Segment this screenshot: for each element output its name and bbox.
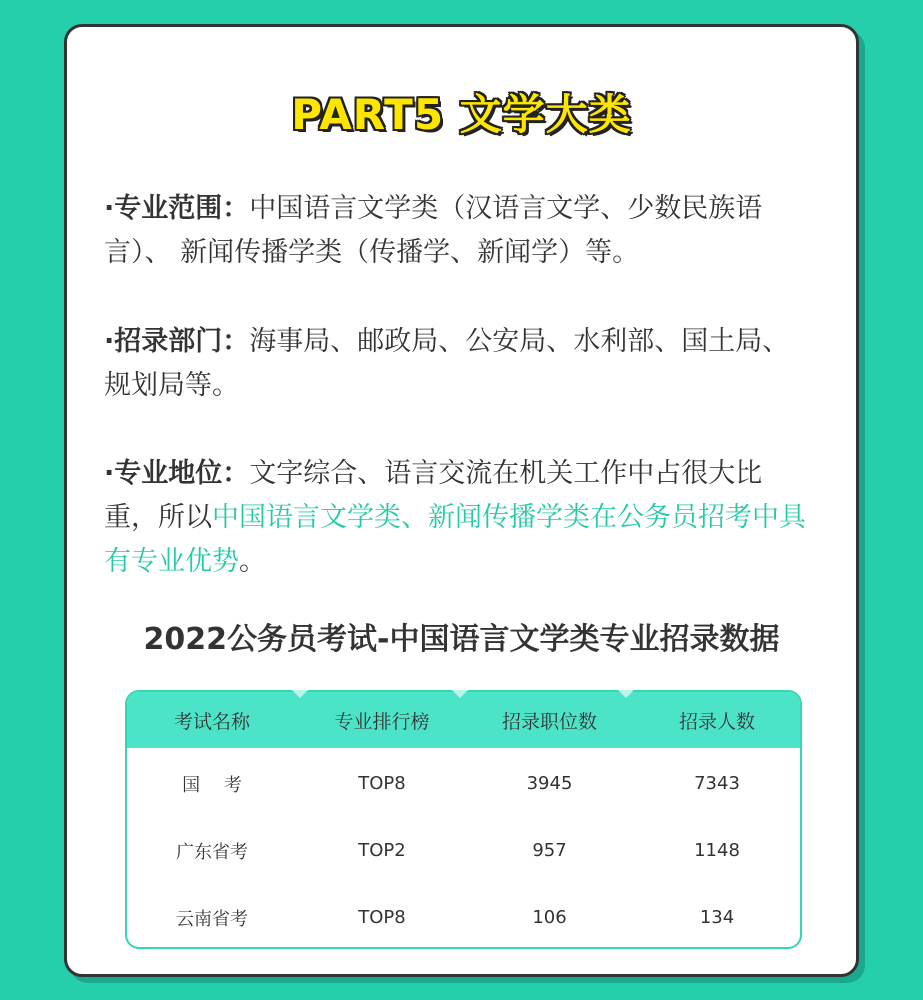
- header-headcount: 招录人数: [678, 710, 755, 733]
- cell-headcount: 7343: [694, 773, 740, 794]
- departments-text: 海事局、邮政局、公安局、水利部、国土局、规划局等。: [104, 326, 790, 401]
- status-text-end: 。: [239, 546, 266, 577]
- header-positions: 招录职位数: [501, 710, 597, 733]
- header-exam-name: 考试名称: [173, 710, 250, 733]
- table-row: [127, 817, 800, 884]
- status-highlight: 中国语言文学类、新闻传播学类在公务员招考中具有专业优势: [104, 502, 806, 577]
- cell-ranking: TOP8: [358, 773, 406, 794]
- cell-positions: 106: [532, 907, 567, 928]
- data-table: [125, 690, 802, 949]
- cell-positions: 957: [532, 840, 567, 861]
- scope-paragraph: [104, 187, 814, 275]
- header-notch-decoration: [618, 690, 634, 698]
- cell-headcount: 134: [699, 907, 735, 928]
- table-row: [127, 884, 800, 949]
- status-heading: ·专业地位：: [104, 458, 250, 489]
- scope-heading: ·专业范围：: [104, 193, 250, 224]
- status-text: 文字综合、语言交流在机关工作中占很大比重，所以: [104, 458, 763, 533]
- departments-heading: ·招录部门：: [104, 326, 250, 357]
- table-header-row: [127, 692, 800, 748]
- cell-exam-name: 国 考: [182, 774, 242, 796]
- header-notch-decoration: [292, 690, 308, 698]
- header-ranking: 专业排行榜: [334, 710, 430, 733]
- cell-ranking: TOP8: [358, 907, 406, 928]
- table-row: [127, 750, 800, 817]
- scope-text: 中国语言文学类（汉语言文学、少数民族语言）、 新闻传播学类（传播学、新闻学）等。: [104, 193, 763, 268]
- cell-positions: 3945: [526, 773, 573, 794]
- status-paragraph: [104, 452, 814, 584]
- table-title: 2022公务员考试-中国语言文学类专业招录数据: [143, 622, 780, 657]
- cell-exam-name: 云南省考: [176, 908, 248, 930]
- cell-headcount: 1148: [694, 840, 740, 861]
- section-title: PART5 文学大类: [291, 90, 632, 139]
- table-body: [127, 748, 800, 949]
- departments-paragraph: [104, 320, 814, 408]
- cell-exam-name: 广东省考: [176, 841, 248, 863]
- cell-ranking: TOP2: [358, 840, 406, 861]
- header-notch-decoration: [452, 690, 468, 698]
